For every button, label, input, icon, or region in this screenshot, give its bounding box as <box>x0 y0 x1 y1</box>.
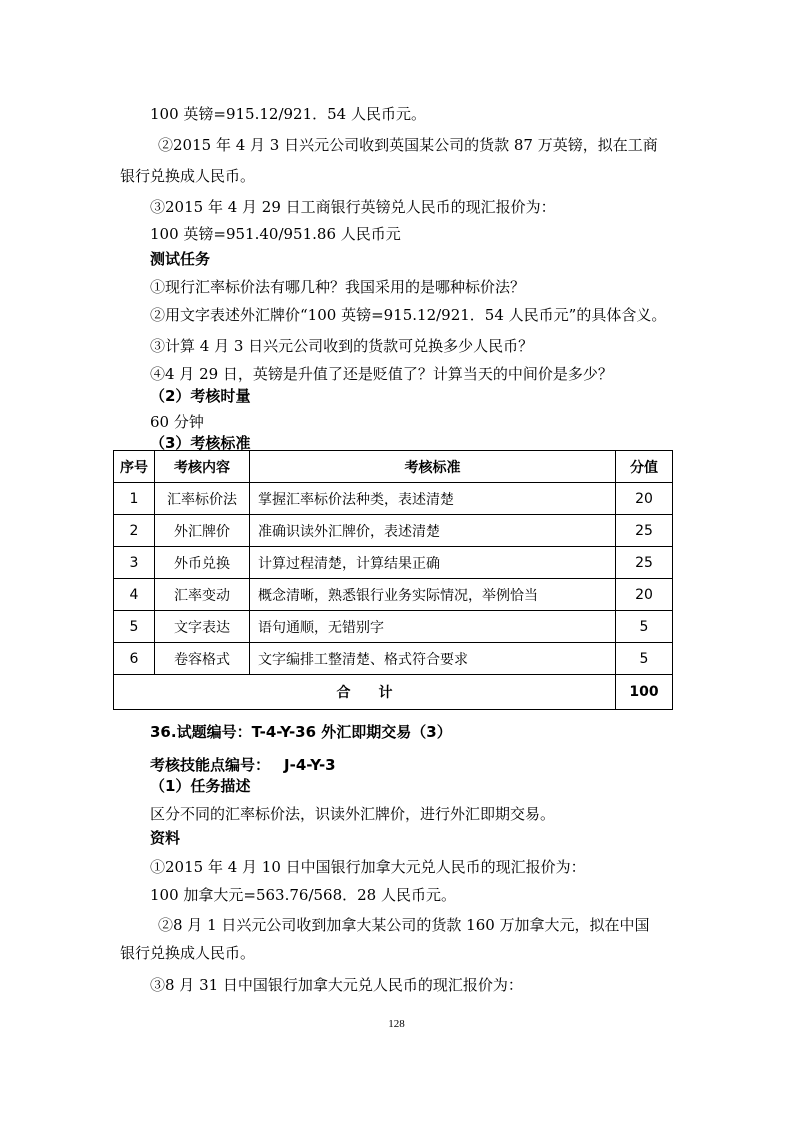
row-criteria: 准确识读外汇牌价，表述清楚 <box>250 515 616 547</box>
task-description: 区分不同的汇率标价法，识读外汇牌价，进行外汇即期交易。 <box>150 805 556 823</box>
header-criteria: 考核标准 <box>250 451 616 483</box>
total-score: 100 <box>616 675 673 710</box>
row-content: 外币兑换 <box>155 547 250 579</box>
page-number: 128 <box>388 1018 405 1030</box>
total-label: 合 计 <box>114 675 616 710</box>
table-header-row <box>114 451 673 483</box>
material-cad-item-2-line-2: 银行兑换成人民币。 <box>120 944 256 962</box>
row-score: 5 <box>616 643 673 675</box>
row-criteria: 文字编排工整清楚、格式符合要求 <box>250 643 616 675</box>
row-content: 卷容格式 <box>155 643 250 675</box>
row-criteria: 计算过程清楚，计算结果正确 <box>250 547 616 579</box>
row-content: 文字表达 <box>155 611 250 643</box>
material-cad-item-2-line-1: ②8 月 1 日兴元公司收到加拿大某公司的货款 160 万加拿大元，拟在中国 <box>158 916 650 934</box>
table-row <box>114 515 673 547</box>
skill-code-value: J-4-Y-3 <box>284 756 336 774</box>
row-content: 外汇牌价 <box>155 515 250 547</box>
test-tasks-heading: 测试任务 <box>150 250 211 268</box>
test-question-2: ②用文字表述外汇牌价“100 英镑=915.12/921．54 人民币元”的具体含义。 <box>150 306 667 324</box>
rate-line-cad: 100 加拿大元=563.76/568．28 人民币元。 <box>150 886 456 904</box>
table-row <box>114 483 673 515</box>
material-heading: 资料 <box>150 829 181 847</box>
row-criteria: 掌握汇率标价法种类，表述清楚 <box>250 483 616 515</box>
row-score: 5 <box>616 611 673 643</box>
row-criteria: 语句通顺，无错别字 <box>250 611 616 643</box>
material-item-2-line-2: 银行兑换成人民币。 <box>120 167 256 185</box>
rate-line-gbp-2: 100 英镑=951.40/951.86 人民币元 <box>150 225 401 243</box>
task-desc-heading: （1）任务描述 <box>150 777 251 795</box>
rate-line-gbp-1: 100 英镑=915.12/921．54 人民币元。 <box>150 105 426 123</box>
material-item-3: ③2015 年 4 月 29 日工商银行英镑兑人民币的现汇报价为： <box>150 198 556 216</box>
row-no: 4 <box>114 579 155 611</box>
standard-heading: （3）考核标准 <box>150 434 251 452</box>
table-row <box>114 611 673 643</box>
table-row <box>114 547 673 579</box>
table-row <box>114 579 673 611</box>
assessment-standard-table <box>113 450 673 710</box>
row-content: 汇率变动 <box>155 579 250 611</box>
material-item-2-line-1: ②2015 年 4 月 3 日兴元公司收到英国某公司的货款 87 万英镑，拟在工商 <box>158 136 658 154</box>
row-no: 1 <box>114 483 155 515</box>
row-score: 25 <box>616 547 673 579</box>
question-36-title: 36.试题编号：T-4-Y-36 外汇即期交易（3） <box>150 723 452 741</box>
row-no: 3 <box>114 547 155 579</box>
test-question-3: ③计算 4 月 3 日兴元公司收到的货款可兑换多少人民币？ <box>150 337 534 355</box>
row-content: 汇率标价法 <box>155 483 250 515</box>
time-value: 60 分钟 <box>150 413 204 431</box>
material-cad-item-3: ③8 月 31 日中国银行加拿大元兑人民币的现汇报价为： <box>150 976 523 994</box>
time-heading: （2）考核时量 <box>150 387 251 405</box>
table-row <box>114 643 673 675</box>
row-score: 20 <box>616 483 673 515</box>
skill-code-line <box>150 755 336 775</box>
test-question-1: ①现行汇率标价法有哪几种？我国采用的是哪种标价法？ <box>150 278 526 296</box>
header-no: 序号 <box>114 451 155 483</box>
row-no: 2 <box>114 515 155 547</box>
table-total-row <box>114 675 673 710</box>
skill-code-label: 考核技能点编号： <box>150 756 271 774</box>
row-score: 20 <box>616 579 673 611</box>
header-content: 考核内容 <box>155 451 250 483</box>
row-no: 5 <box>114 611 155 643</box>
row-score: 25 <box>616 515 673 547</box>
row-no: 6 <box>114 643 155 675</box>
header-score: 分值 <box>616 451 673 483</box>
row-criteria: 概念清晰，熟悉银行业务实际情况，举例恰当 <box>250 579 616 611</box>
test-question-4: ④4 月 29 日，英镑是升值了还是贬值了？计算当天的中间价是多少？ <box>150 365 613 383</box>
material-item-1: ①2015 年 4 月 10 日中国银行加拿大元兑人民币的现汇报价为： <box>150 858 586 876</box>
